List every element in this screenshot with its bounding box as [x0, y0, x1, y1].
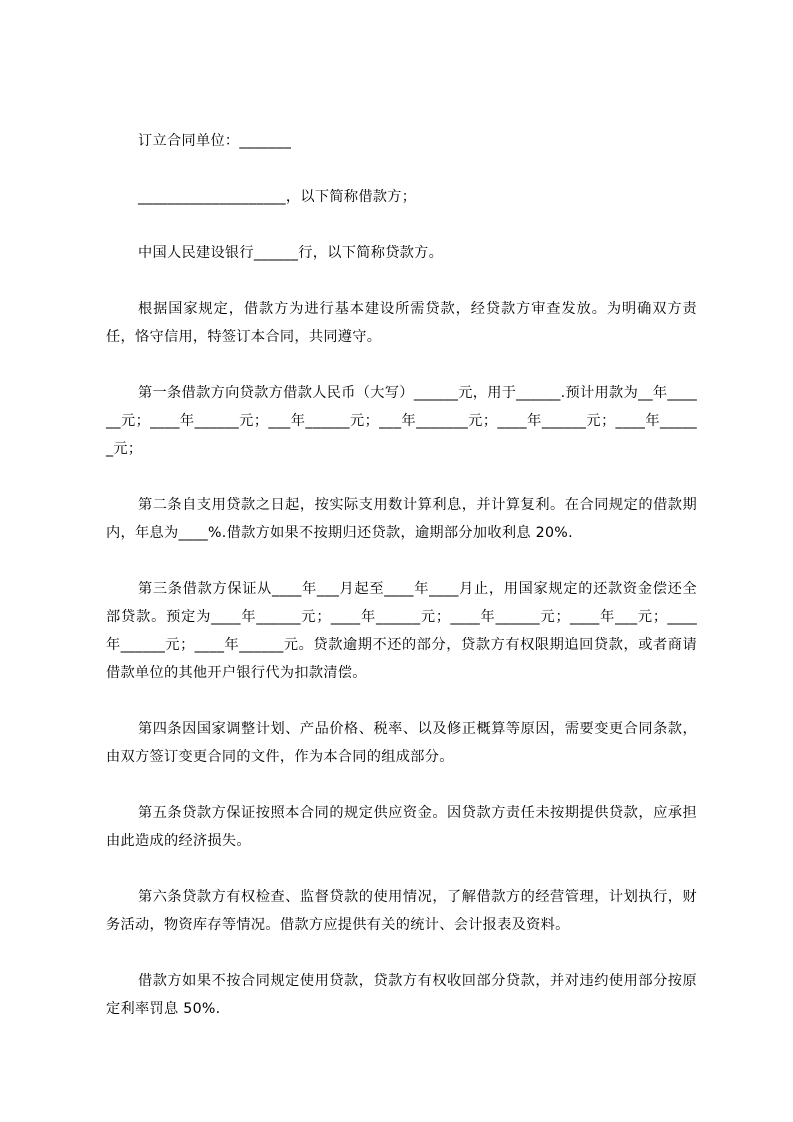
article-3-paragraph: 第三条借款方保证从____年___月起至____年____月止，用国家规定的还款资金偿还全部贷款。预定为____年______元；____年______元；____年______元；____年___元；____年______元；____年______元。贷款逾期不还的部分，贷款方有权限期追回贷款，或者商请借款单位的其他开户银行代为扣款清偿。: [106, 581, 697, 681]
contract-party-line: 订立合同单位：_______: [138, 133, 292, 149]
article-4-paragraph: 第四条因国家调整计划、产品价格、税率、以及修正概算等原因，需要变更合同条款，由双方签订变更合同的文件，作为本合同的组成部分。: [106, 721, 697, 765]
article-1-paragraph: 第一条借款方向贷款方借款人民币（大写）______元，用于______.预计用款为__年______元；____年______元；___年______元；___年_______元；____年______元；____年______元；: [106, 385, 697, 457]
lender-line: 中国人民建设银行______行，以下简称贷款方。: [138, 245, 444, 261]
article-5-paragraph: 第五条贷款方保证按照本合同的规定供应资金。因贷款方责任未按期提供贷款，应承担由此造成的经济损失。: [106, 805, 697, 849]
article-2-paragraph: 第二条自支用贷款之日起，按实际支用数计算利息，并计算复利。在合同规定的借款期内，年息为____%.借款方如果不按期归还贷款，逾期部分加收利息 20%.: [106, 497, 697, 541]
preamble-paragraph: 根据国家规定，借款方为进行基本建设所需贷款，经贷款方审查发放。为明确双方责任，恪守信用，特签订本合同，共同遵守。: [106, 301, 697, 345]
misuse-penalty-paragraph: 借款方如果不按合同规定使用贷款，贷款方有权收回部分贷款，并对违约使用部分按原定利率罚息 50%.: [106, 973, 697, 1017]
article-6-paragraph: 第六条贷款方有权检查、监督贷款的使用情况，了解借款方的经营管理，计划执行，财务活动，物资库存等情况。借款方应提供有关的统计、会计报表及资料。: [106, 889, 697, 933]
borrower-line: ____________________，以下简称借款方；: [138, 189, 417, 205]
